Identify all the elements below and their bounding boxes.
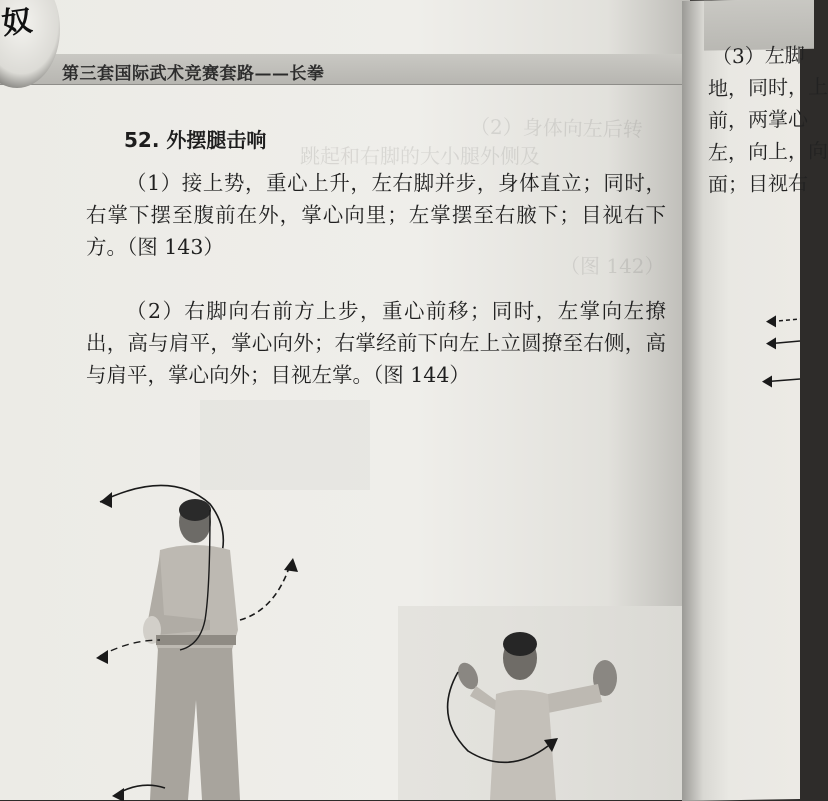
right-page-line: 左，向上，向 [708,138,828,165]
step-2-paragraph: （2）右脚向右前方上步，重心前移；同时，左掌向左撩出，高与肩平，掌心向外；右掌经前下向左上立圆撩至右侧，高与肩平，掌心向外；目视左掌。（图 144） [86,299,666,387]
show-through-text: （2）身体向左后转 [469,114,643,142]
show-through-figure [200,400,370,490]
right-page-line: 面；目视右 [708,170,808,197]
show-through-text: 跳起和右脚的大小腿外侧及 [300,144,540,168]
running-title: 第三套国际武术竞赛套路——长拳 [62,64,325,84]
figure-143-photo [60,470,340,800]
right-page-arrows [752,309,800,400]
figure-144-photo [398,606,688,800]
show-through-text: （图 142） [560,254,665,278]
right-page-line: （3）左脚 [712,42,805,69]
step-1-paragraph: （1）接上势，重心上升，左右脚并步，身体直立；同时，右掌下摆至腹前在外，掌心向里；左掌摆至右腋下；目视右下方。（图 143） [86,171,666,259]
emblem-character: 奴 [0,3,35,42]
section-title: 52. 外摆腿击响 [124,128,267,152]
right-page-line: 前，两掌心 [708,106,808,133]
right-page-line: 地，同时，上 [708,74,828,101]
right-page [682,0,828,801]
